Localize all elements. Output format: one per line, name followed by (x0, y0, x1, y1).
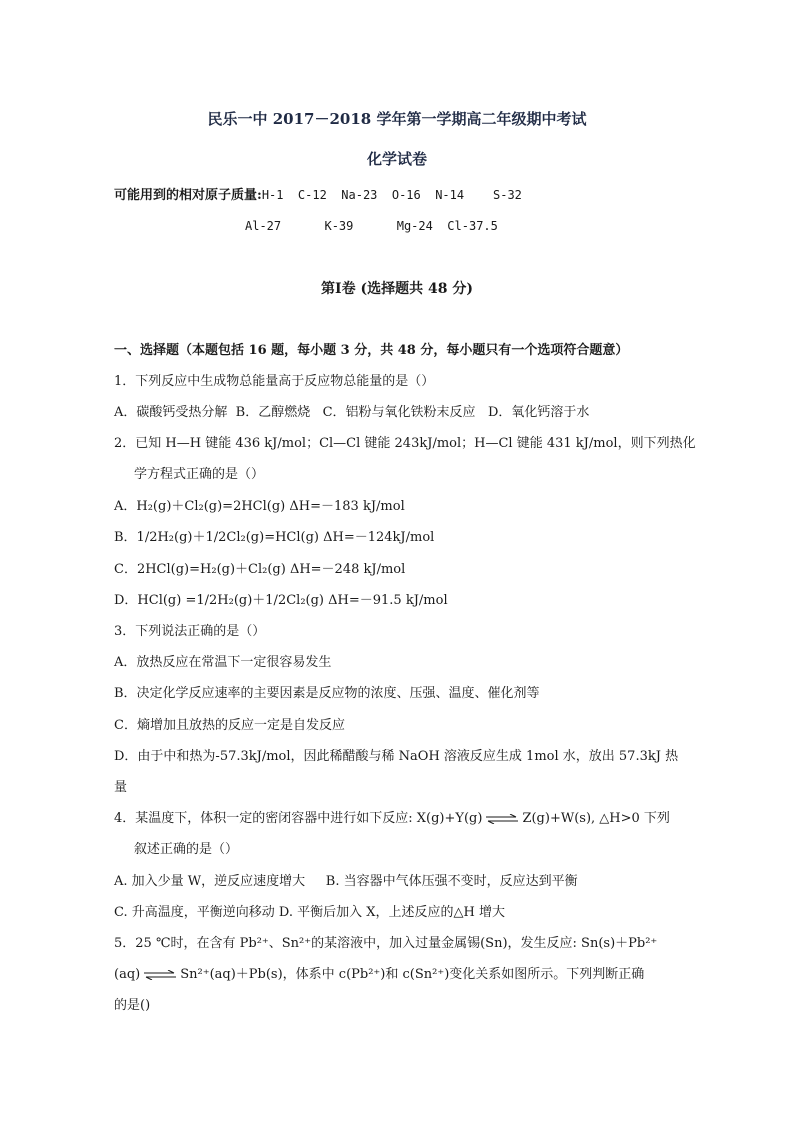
q4-stem-part1: 4．某温度下，体积一定的密闭容器中进行如下反应: X(g)+Y(g) (114, 811, 483, 826)
atomic-masses-line2: Al-27 K-39 Mg-24 Cl-37.5 (245, 219, 498, 233)
q2-option-d: D．HCl(g) =1/2H₂(g)＋1/2Cl₂(g) ΔH=－91.5 kJ/mol (114, 593, 448, 608)
q3-option-c: C．熵增加且放热的反应一定是自发反应 (114, 718, 345, 733)
q1-stem: 1．下列反应中生成物总能量高于反应物总能量的是（） (114, 374, 435, 389)
atomic-masses-values-1: H-1 C-12 Na-23 O-16 N-14 S-32 (261, 188, 522, 202)
q4-options-ab: A. 加入少量 W，逆反应速度增大 B. 当容器中气体压强不变时，反应达到平衡 (114, 874, 578, 889)
equilibrium-arrow-icon (144, 970, 176, 980)
q2-option-a: A．H₂(g)＋Cl₂(g)=2HCl(g) ΔH=－183 kJ/mol (114, 499, 405, 514)
section1-heading: 一、选择题（本题包括 16 题，每小题 3 分，共 48 分，每小题只有一个选项符合题意） (114, 343, 629, 358)
exam-subtitle: 化学试卷 (366, 150, 427, 168)
q3-option-d-line1: D．由于中和热为-57.3kJ/mol，因此稀醋酸与稀 NaOH 溶液反应生成 1mol 水，放出 57.3kJ 热 (114, 749, 679, 764)
q2-stem-line1: 2．已知 H—H 键能 436 kJ/mol；Cl—Cl 键能 243kJ/mol；H—Cl 键能 431 kJ/mol，则下列热化 (114, 436, 696, 451)
q5-line2-part1: (aq) (114, 967, 141, 982)
q2-option-b: B．1/2H₂(g)＋1/2Cl₂(g)=HCl(g) ΔH=－124kJ/mol (114, 530, 435, 545)
q3-option-b: B．决定化学反应速率的主要因素是反应物的浓度、压强、温度、催化剂等 (114, 686, 540, 701)
q4-stem-line1 (114, 810, 670, 828)
q4-stem-line2: 叙述正确的是（） (134, 842, 239, 857)
equilibrium-arrow-icon (486, 814, 518, 824)
q2-option-c: C．2HCl(g)=H₂(g)＋Cl₂(g) ΔH=－248 kJ/mol (114, 562, 406, 577)
atomic-masses-line1 (114, 186, 522, 205)
q5-line3: 的是() (114, 998, 151, 1013)
q5-line2 (114, 966, 644, 984)
atomic-masses-label: 可能用到的相对原子质量: (114, 188, 262, 203)
q5-line1: 5．25 ℃时，在含有 Pb²⁺、Sn²⁺的某溶液中，加入过量金属锡(Sn)，发生反应: Sn(s)＋Pb²⁺ (114, 936, 658, 951)
part1-title: 第Ⅰ卷 (选择题共 48 分) (321, 281, 473, 297)
q5-line2-part2: Sn²⁺(aq)＋Pb(s)，体系中 c(Pb²⁺)和 c(Sn²⁺)变化关系如图所示。下列判断正确 (180, 967, 645, 982)
exam-title: 民乐一中 2017－2018 学年第一学期高二年级期中考试 (207, 110, 587, 128)
q3-stem: 3．下列说法正确的是（） (114, 624, 266, 639)
q3-option-a: A．放热反应在常温下一定很容易发生 (114, 655, 332, 670)
q1-options: A．碳酸钙受热分解 B．乙醇燃烧 C．铝粉与氧化铁粉末反应 D．氧化钙溶于水 (114, 405, 590, 420)
q4-options-cd: C. 升高温度，平衡逆向移动 D. 平衡后加入 X，上述反应的△H 增大 (114, 905, 505, 920)
q3-option-d-line2: 量 (114, 780, 128, 795)
q4-stem-part2: Z(g)+W(s), △H>0 下列 (522, 811, 670, 826)
q2-stem-line2: 学方程式正确的是（） (134, 467, 265, 482)
